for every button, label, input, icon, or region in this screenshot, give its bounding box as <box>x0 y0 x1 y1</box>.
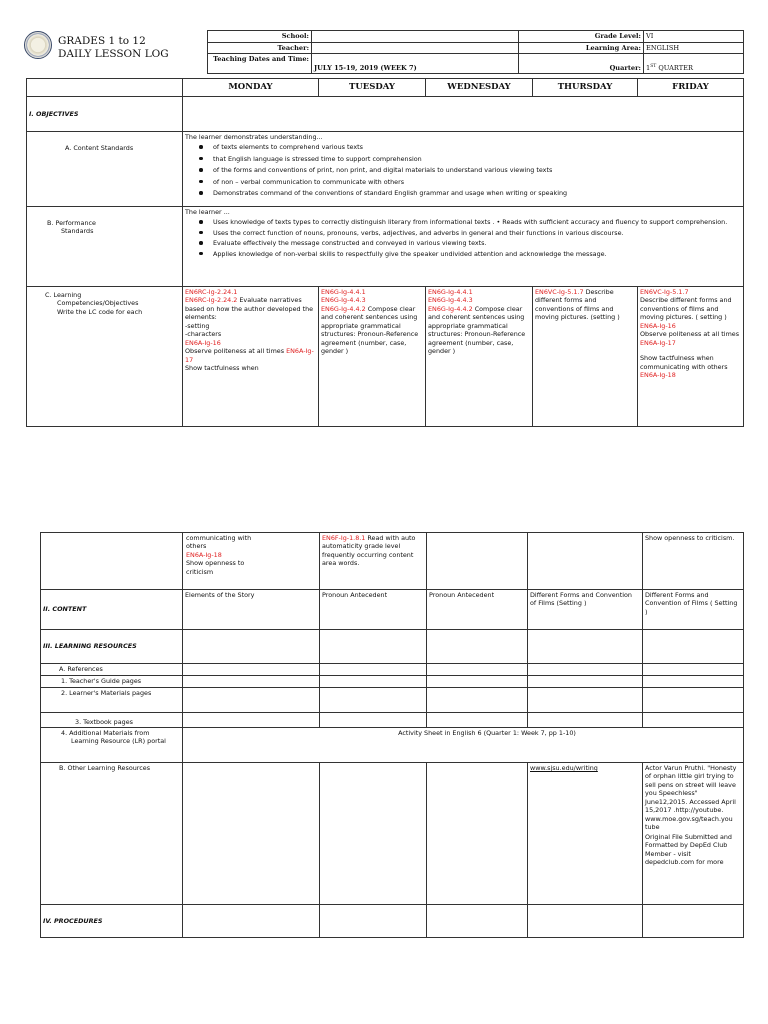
list-item: of the forms and conventions of print, non print, and digital materials to understand various viewing texts <box>213 166 741 174</box>
thursday-continuation <box>528 533 643 590</box>
list-item: that English language is stressed time to support comprehension <box>213 155 741 163</box>
monday-continuation: communicating with others EN6A-Ig-18 Show openness to criticism <box>183 533 320 590</box>
objectives-heading: I. OBJECTIVES <box>27 97 183 132</box>
performance-standards-list <box>185 218 741 258</box>
log-title <box>58 35 169 60</box>
content-heading: II. CONTENT <box>41 590 183 630</box>
corner-cell <box>27 79 183 97</box>
teaching-dates-value[interactable]: JULY 15-19, 2019 (WEEK 7) <box>312 54 519 74</box>
list-item: Evaluate effectively the message constructed and conveyed in various viewing texts. <box>213 239 741 247</box>
grade-level-value[interactable]: VI <box>644 31 744 43</box>
friday-content: Different Forms and Convention of Films ( Setting ) <box>643 590 744 630</box>
deped-seal-icon <box>24 31 52 59</box>
list-item: Applies knowledge of non-verbal skills to respectfully give the speaker undivided attention and acknowledge the message. <box>213 250 741 258</box>
procedures-heading: IV. PROCEDURES <box>41 905 183 938</box>
day-wednesday: WEDNESDAY <box>426 79 533 97</box>
list-item: Uses knowledge of texts types to correctly distinguish literary from informational texts . • Reads with sufficient accuracy and fluency to support comprehension. <box>213 218 741 226</box>
tuesday-continuation: EN6F-Ig-1.8.1 Read with auto automaticity grade level frequently occurring content area words. <box>320 533 427 590</box>
lesson-log-table-2 <box>40 532 744 938</box>
list-item: of texts elements to comprehend various texts <box>213 143 741 151</box>
monday-competencies: EN6RC-Ig-2.24.1 EN6RC-Ig-2.24.2 Evaluate narratives based on how the author developed the elements: -setting -characters EN6A-Ig-16 Observe politeness at all times EN6A-Ig-17 Show tactfulness when <box>183 287 319 427</box>
school-label: School: <box>208 31 312 43</box>
wednesday-link-cell <box>528 763 643 905</box>
grade-level-label: Grade Level: <box>519 31 644 43</box>
list-item: Uses the correct function of nouns, pronouns, verbs, adjectives, and adverbs in general and their functions in various discourse. <box>213 229 741 237</box>
learning-resources-heading: III. LEARNING RESOURCES <box>41 630 183 664</box>
teacher-value[interactable] <box>312 42 519 54</box>
school-value[interactable] <box>312 31 519 43</box>
additional-materials-label: 4. Additional Materials from Learning Resource (LR) portal <box>41 728 183 763</box>
tuesday-competencies: EN6G-Ig-4.4.1 EN6G-Ig-4.4.3 EN6G-Ig-4.4.2 Compose clear and coherent sentences using appropriate grammatical structures: Pronoun-Reference agreement (number, case, gender ) <box>319 287 426 427</box>
friday-continuation: Show openness to criticism. <box>643 533 744 590</box>
title-line-1: GRADES 1 to 12 <box>58 35 146 47</box>
additional-materials-cell: Activity Sheet in English 6 (Quarter 1: Week 7, pp 1-10) <box>183 728 744 763</box>
day-thursday: THURSDAY <box>533 79 638 97</box>
other-resources-label: B. Other Learning Resources <box>41 763 183 905</box>
teaching-dates-label: Teaching Dates and Time: <box>208 54 312 74</box>
list-item: of non – verbal communication to communicate with others <box>213 178 741 186</box>
tuesday-content: Pronoun Antecedent <box>320 590 427 630</box>
thursday-competencies: EN6VC-Ig-5.1.7 Describe different forms and conventions of films and moving pictures. (setting ) <box>533 287 638 427</box>
teachers-guide-label: 1. Teacher's Guide pages <box>41 676 183 688</box>
learners-materials-label: 2. Learner's Materials pages <box>41 688 183 713</box>
wednesday-competencies: EN6G-Ig-4.4.1 EN6G-Ig-4.4.3 EN6G-Ig-4.4.2 Compose clear and coherent sentences using appropriate grammatical structures: Pronoun-Reference agreement (number, case, gender ) <box>426 287 533 427</box>
monday-content: Elements of the Story <box>183 590 320 630</box>
list-item: Demonstrates command of the conventions of standard English grammar and usage when writing or speaking <box>213 189 741 197</box>
performance-standards-intro: The learner ... <box>185 208 230 216</box>
learning-area-value[interactable]: ENGLISH <box>644 42 744 54</box>
title-line-2: DAILY LESSON LOG <box>58 47 169 60</box>
quarter-label: Quarter: <box>519 54 644 74</box>
lesson-log-table-1 <box>26 78 744 427</box>
continuation-label <box>41 533 183 590</box>
wednesday-content: Pronoun Antecedent <box>427 590 528 630</box>
learning-area-label: Learning Area: <box>519 42 644 54</box>
performance-standards-cell <box>183 207 744 287</box>
quarter-value[interactable]: 1ST QUARTER <box>644 54 744 74</box>
friday-resources-cell: Actor Varun Pruthi. "Honesty of orphan little girl trying to sell pens on street will leave you Speechless" June12,2015. Accessed April 15,2017 .http://youtube. www.moe.gov.sg/teach.you tube Original File Submitted and Formatted by DepEd Club Member - visit depedclub.com for more <box>643 763 744 905</box>
content-standards-cell <box>183 132 744 207</box>
objectives-cell[interactable] <box>183 97 744 132</box>
teacher-label: Teacher: <box>208 42 312 54</box>
thursday-content: Different Forms and Convention of Films (Setting ) <box>528 590 643 630</box>
wednesday-continuation <box>427 533 528 590</box>
friday-competencies: EN6VC-Ig-5.1.7 Describe different forms and conventions of films and moving pictures. ( setting ) EN6A-Ig-16 Observe politeness at all times EN6A-Ig-17 Show tactfulness when communicating with others EN6A-Ig-18 <box>638 287 744 427</box>
content-standards-list <box>185 143 741 197</box>
textbook-label: 3. Textbook pages <box>41 713 183 728</box>
day-friday: FRIDAY <box>638 79 744 97</box>
sjsu-writing-link[interactable]: www.sjsu.edu/writing <box>530 764 598 772</box>
header-info-table <box>207 30 744 74</box>
references-label: A. References <box>41 664 183 676</box>
day-tuesday: TUESDAY <box>319 79 426 97</box>
learning-competencies-label: C. Learning Competencies/Objectives Write the LC code for each <box>27 287 183 427</box>
content-standards-label: A. Content Standards <box>27 132 183 207</box>
content-standards-intro: The learner demonstrates understanding... <box>185 133 323 141</box>
day-monday: MONDAY <box>183 79 319 97</box>
performance-standards-label: B. Performance Standards <box>27 207 183 287</box>
